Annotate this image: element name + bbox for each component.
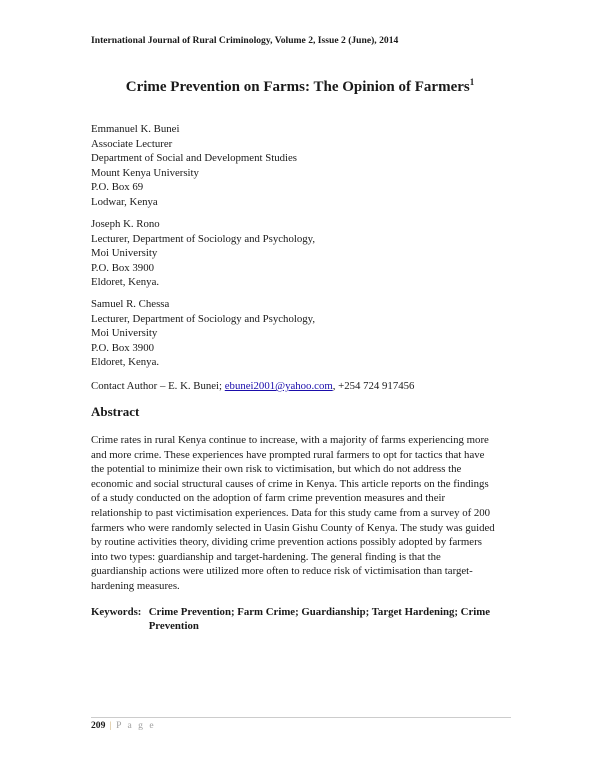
title-footnote-marker[interactable]: 1 — [469, 77, 475, 87]
author-line: Moi University — [91, 247, 158, 260]
page-label: P a g e — [116, 720, 156, 731]
keywords-list — [149, 606, 490, 633]
abstract-line: relationship to past victimisation experiences. Data for this study came from a survey of 200 — [91, 506, 491, 519]
abstract-line: into two types: guardianship and target-hardening. The general finding is that the — [91, 550, 441, 563]
author-line: Lecturer, Department of Sociology and Psychology, — [91, 312, 316, 325]
abstract-line: of a study conducted on the adoption of farm crime prevention measures and their — [91, 492, 446, 505]
author-block-3 — [91, 297, 315, 370]
author-line: Lecturer, Department of Sociology and Psychology, — [91, 232, 316, 245]
author-line: Samuel R. Chessa — [91, 298, 170, 310]
contact-phone: , +254 724 917456 — [332, 380, 415, 392]
contact-prefix: Contact Author – E. K. Bunei; — [91, 380, 225, 392]
abstract-line: hardening measures. — [91, 579, 180, 592]
author-block-2 — [91, 217, 315, 290]
abstract-line: Crime rates in rural Kenya continue to increase, with a majority of farms experiencing more — [91, 434, 489, 446]
abstract-heading: Abstract — [91, 404, 140, 419]
author-line: P.O. Box 69 — [91, 181, 144, 194]
keywords-line: Prevention — [148, 619, 199, 632]
author-line: P.O. Box 3900 — [91, 261, 154, 274]
keywords — [91, 606, 490, 633]
author-line: Joseph K. Rono — [91, 218, 160, 230]
author-line: Lodwar, Kenya — [91, 195, 158, 208]
abstract-line: and more crime. These experiences have prompted rural farmers to opt for tactics that have — [91, 448, 485, 461]
footer-separator: | — [109, 720, 112, 731]
author-line: Moi University — [91, 327, 158, 340]
author-line: Emmanuel K. Bunei — [91, 123, 180, 135]
author-line: Mount Kenya University — [91, 166, 199, 179]
paper-title — [0, 79, 600, 96]
journal-header: International Journal of Rural Criminology, Volume 2, Issue 2 (June), 2014 — [91, 35, 399, 46]
author-block-1 — [91, 122, 297, 210]
abstract-line: guardianship actions were utilized more often to reduce risk of victimisation than target- — [91, 565, 473, 578]
contact-line — [91, 380, 414, 392]
author-line: Eldoret, Kenya. — [91, 276, 160, 289]
page-footer — [91, 720, 156, 731]
keywords-line: Crime Prevention; Farm Crime; Guardianship; Target Hardening; Crime — [148, 606, 491, 618]
keywords-label: Keywords: — [91, 606, 142, 618]
author-line: P.O. Box 3900 — [91, 341, 154, 354]
paper-title-text: Crime Prevention on Farms: The Opinion of Farmers — [125, 79, 470, 95]
abstract-line: by routine activities theory, dividing crime prevention actions possibly adopted by farmers — [91, 536, 482, 549]
footer-divider — [91, 717, 511, 718]
author-line: Associate Lecturer — [91, 137, 173, 150]
abstract-line: economic and social structural causes of crime in Kenya. This article reports on the findings — [91, 477, 489, 490]
abstract-line: the potential to minimize their own risk to victimisation, but which do not address the — [91, 463, 462, 476]
page-number: 209 — [91, 720, 106, 731]
author-line: Department of Social and Development Studies — [91, 152, 297, 165]
abstract-line: farmers who were randomly selected in Uasin Gishu County of Kenya. The study was guided — [91, 521, 495, 534]
abstract-body — [91, 433, 511, 594]
author-line: Eldoret, Kenya. — [91, 356, 160, 369]
contact-email-link[interactable]: ebunei2001@yahoo.com — [224, 380, 333, 392]
